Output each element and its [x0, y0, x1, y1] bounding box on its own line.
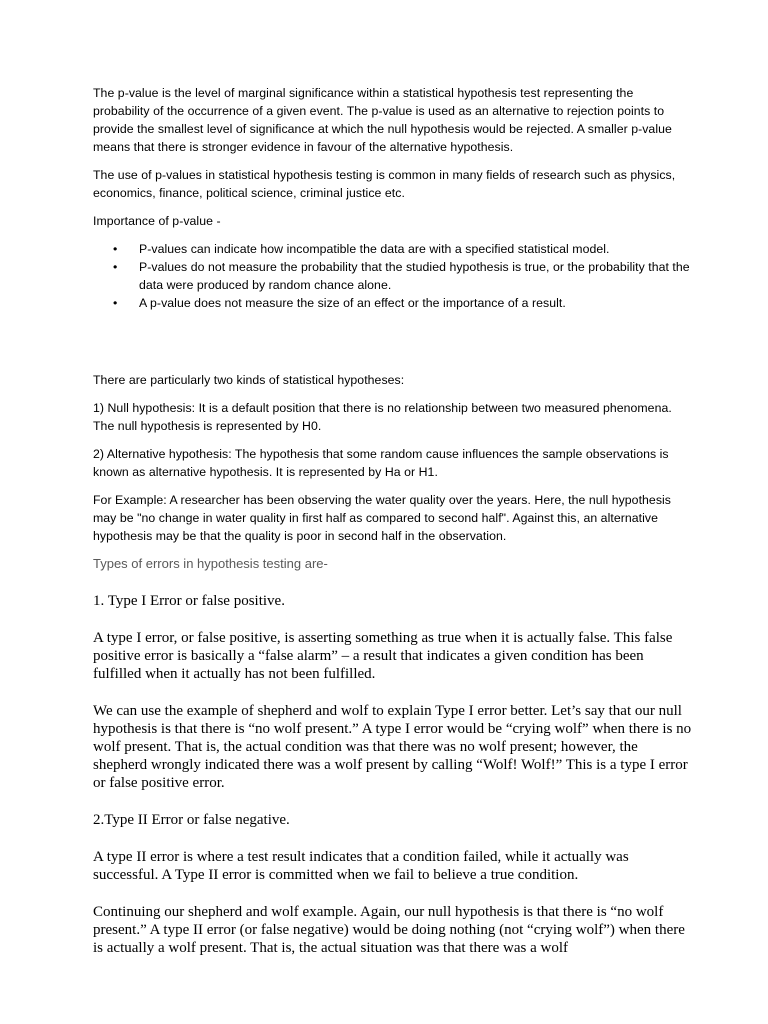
section-spacer [93, 312, 693, 371]
list-item [93, 258, 693, 294]
pvalue-usage-paragraph: The use of p-values in statistical hypothesis testing is common in many fields of research such as physics, economics, finance, political science, criminal justice etc. [93, 168, 676, 200]
type2-definition-paragraph: A type II error is where a test result indicates that a condition failed, while it actually was successful. A Type II error is committed when we fail to believe a true condition. [93, 849, 629, 883]
hypotheses-section [93, 371, 693, 545]
bullet-icon: • [113, 242, 118, 256]
intro-section [93, 84, 693, 312]
document-page [93, 84, 693, 976]
importance-list [93, 240, 693, 312]
hypotheses-heading: There are particularly two kinds of statistical hypotheses: [93, 373, 405, 387]
bullet-icon: • [113, 260, 118, 274]
importance-heading: Importance of p-value - [93, 214, 221, 228]
type2-title: 2.Type II Error or false negative. [93, 812, 290, 828]
type2-example-paragraph: Continuing our shepherd and wolf example. Again, our null hypothesis is that there is “no wolf present.” A type II error (or false negative) would be doing nothing (not “crying wolf”) when there is actually a wolf present. That is, the actual situation was that there was a wolf [93, 904, 685, 956]
alternative-hypothesis-paragraph: 2) Alternative hypothesis: The hypothesis that some random cause influences the sample observations is known as alternative hypothesis. It is represented by Ha or H1. [93, 447, 669, 479]
list-item-text: A p-value does not measure the size of an effect or the importance of a result. [139, 296, 566, 310]
bullet-icon: • [113, 296, 118, 310]
list-item [93, 240, 693, 258]
list-item [93, 294, 693, 312]
list-item-text: P-values do not measure the probability that the studied hypothesis is true, or the probability that the data were produced by random chance alone. [139, 260, 690, 292]
type1-title: 1. Type I Error or false positive. [93, 593, 285, 609]
list-item-text: P-values can indicate how incompatible the data are with a specified statistical model. [139, 242, 610, 256]
example-paragraph: For Example: A researcher has been observing the water quality over the years. Here, the null hypothesis may be "no change in water quality in first half as compared to second half". Against this, an alternative hypothesis may be that the quality is poor in second half in the observation. [93, 493, 671, 543]
errors-section [93, 592, 693, 957]
type1-example-paragraph: We can use the example of shepherd and wolf to explain Type I error better. Let’s say that our null hypothesis is that there is “no wolf present.” A type I error would be “crying wolf” when there is no wolf present. That is, the actual condition was that there was no wolf present; however, the shepherd wrongly indicated there was a wolf present by calling “Wolf! Wolf!” This is a type I error or false positive error. [93, 703, 692, 791]
null-hypothesis-paragraph: 1) Null hypothesis: It is a default position that there is no relationship between two measured phenomena. The null hypothesis is represented by H0. [93, 401, 672, 433]
pvalue-definition-paragraph: The p-value is the level of marginal significance within a statistical hypothesis test representing the probability of the occurrence of a given event. The p-value is used as an alternative to rejection points to provide the smallest level of significance at which the null hypothesis would be rejected. A smaller p-value means that there is stronger evidence in favour of the alternative hypothesis. [93, 86, 672, 154]
errors-heading: Types of errors in hypothesis testing are- [93, 556, 328, 571]
type1-definition-paragraph: A type I error, or false positive, is asserting something as true when it is actually false. This false positive error is basically a “false alarm” – a result that indicates a given condition has been fulfilled when it actually has not been fulfilled. [93, 630, 673, 682]
